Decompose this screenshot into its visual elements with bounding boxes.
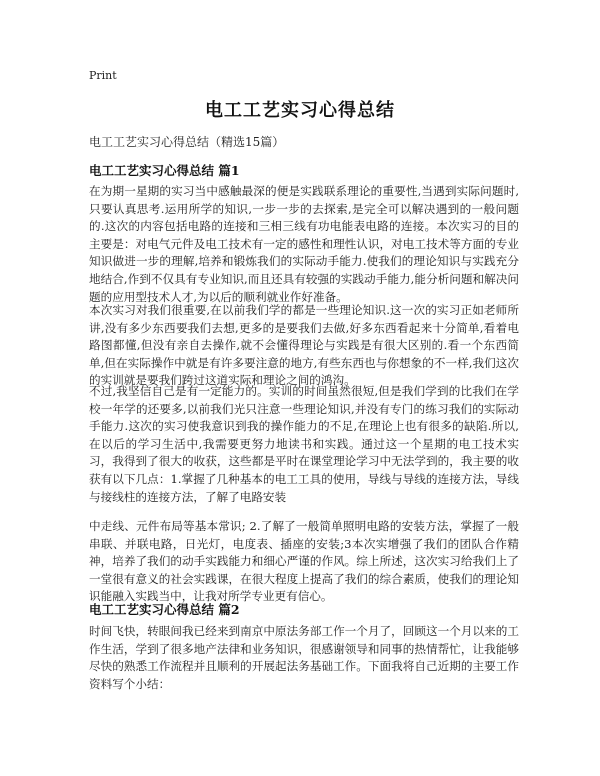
paragraph: 在为期一星期的实习当中感触最深的便是实践联系理论的重要性,当遇到实际问题时,只要认真思考.运用所学的知识,一步一步的去探索,是完全可以解决遇到的一般问题的.这次的内容包括电路的连接和三相三线有功电能表电路的连接。本次实习的目的主要是：对电气元件及电工技术有一定的感性和理性认识，对电工技术等方面的专业知识做进一步的理解,培养和锻炼我们的实际动手能力.使我们的理论知识与实践充分地结合,作到不仅具有专业知识,而且还具有较强的实践动手能力,能分析问题和解决问题的应用型技术人才,为以后的顺利就业作好准备。	[89, 184, 519, 304]
page-title: 电工工艺实习心得总结	[205, 100, 395, 121]
section-heading: 电工工艺实习心得总结 篇1	[89, 163, 240, 178]
section-heading: 电工工艺实习心得总结 篇2	[89, 602, 240, 617]
paragraph: 中走线、元件布局等基本常识; 2.了解了一般简单照明电路的安装方法，掌握了一般串联、并联电路，日光灯，电度表、插座的安装;3本次实增强了我们的团队合作精神，培养了我们的动手实践能力和细心严谨的作风。综上所述，这次实习给我们上了一堂很有意义的社会实践课，在很大程度上提高了我们的综合素质，使我们的理论知识能融入实践当中，让我对所学专业更有信心。	[89, 519, 519, 604]
paragraph: 本次实习对我们很重要,在以前我们学的都是一些理论知识.这一次的实习正如老师所讲,没有多少东西要我们去想,更多的是要我们去做,好多东西看起来十分简单,看着电路图都懂,但没有亲自去操作,就不会懂得理论与实践是有很大区别的.看一个东西简单,但在实际操作中就是有许多要注意的地方,有些东西也与你想象的不一样,我们这次的实训就是要我们跨过这道实际和理论之间的鸿沟。	[89, 303, 519, 388]
paragraph: 不过,我坚信自己是有一定能力的。实训的时间虽然很短,但是我们学到的比我们在学校一年学的还要多,以前我们光只注意一些理论知识,并没有专门的练习我们的实际动手能力.这次的实习使我意识到我的操作能力的不足,在理论上也有很多的缺陷.所以,在以后的学习生活中,我需要更努力地读书和实践。通过这一个星期的电工技术实习，我得到了很大的收获，这些都是平时在课堂理论学习中无法学到的，我主要的收获有以下几点：1.掌握了几种基本的电工工具的使用，导线与导线的连接方法，导线与接线柱的连接方法，了解了电路安装	[89, 384, 519, 504]
document-subtitle: 电工工艺实习心得总结（精选15篇）	[89, 135, 285, 149]
print-label[interactable]: Print	[89, 69, 117, 82]
paragraph: 时间飞快，转眼间我已经来到南京中原法务部工作一个月了，回顾这一个月以来的工作生活，学到了很多地产法律和业务知识，很感谢领导和同事的热情帮忙，让我能够尽快的熟悉工作流程并且顺利的开展起法务基础工作。下面我将自己近期的主要工作资料写个小结：	[89, 624, 519, 691]
